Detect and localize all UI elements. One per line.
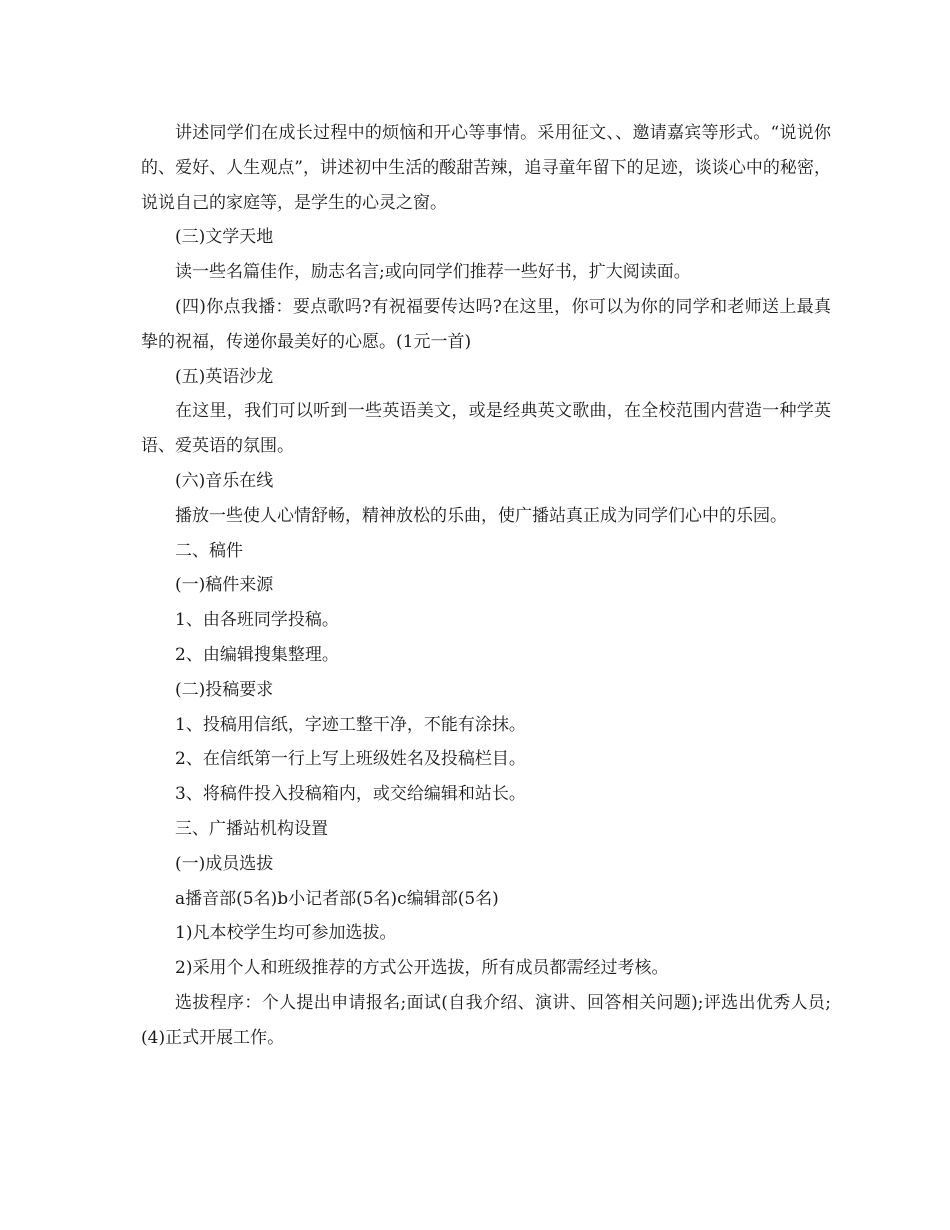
section-heading-organization: 三、广播站机构设置 (175, 818, 328, 839)
list-item: 1、投稿用信纸，字迹工整干净，不能有涂抹。 (175, 714, 526, 735)
subheading-member-selection: (一)成员选拔 (175, 853, 274, 874)
list-item: 3、将稿件投入投稿箱内，或交给编辑和站长。 (175, 784, 526, 805)
subheading-manuscript-source: (一)稿件来源 (175, 575, 274, 596)
list-item: 1、由各班同学投稿。 (175, 610, 339, 631)
section-heading-music: (六)音乐在线 (175, 470, 274, 491)
document-body (141, 116, 831, 1056)
paragraph-intro: 讲述同学们在成长过程中的烦恼和开心等事情。采用征文、、邀请嘉宾等形式。“说说你的、爱好、人生观点”，讲述初中生活的酸甜苦辣，追寻童年留下的足迹，谈谈心中的秘密，说说自己的家庭等，是学生的心灵之窗。 (141, 123, 831, 213)
paragraph-english: 在这里，我们可以听到一些英语美文，或是经典英文歌曲，在全校范围内营造一种学英语、爱英语的氛围。 (141, 401, 831, 457)
subheading-submission-requirements: (二)投稿要求 (175, 679, 274, 700)
section-heading-manuscripts: 二、稿件 (175, 540, 243, 561)
paragraph-music: 播放一些使人心情舒畅，精神放松的乐曲，使广播站真正成为同学们心中的乐园。 (175, 505, 787, 526)
list-item: 2、由编辑搜集整理。 (175, 644, 339, 665)
paragraph-literature: 读一些名篇佳作，励志名言;或向同学们推荐一些好书，扩大阅读面。 (175, 262, 691, 283)
paragraph-song-request: (四)你点我播：要点歌吗?有祝福要传达吗?在这里，你可以为你的同学和老师送上最真挚的祝福，传递你最美好的心愿。(1元一首) (141, 296, 831, 352)
section-heading-literature: (三)文学天地 (175, 227, 274, 248)
list-item: 2、在信纸第一行上写上班级姓名及投稿栏目。 (175, 749, 526, 770)
section-heading-english: (五)英语沙龙 (175, 366, 274, 387)
list-item: 2)采用个人和班级推荐的方式公开选拔，所有成员都需经过考核。 (175, 958, 669, 979)
paragraph-departments: a播音部(5名)b小记者部(5名)c编辑部(5名) (175, 888, 499, 909)
list-item: 1)凡本校学生均可参加选拔。 (175, 923, 397, 944)
paragraph-selection-procedure: 选拔程序：个人提出申请报名;面试(自我介绍、演讲、回答相关问题);评选出优秀人员;(4)正式开展工作。 (141, 992, 831, 1048)
